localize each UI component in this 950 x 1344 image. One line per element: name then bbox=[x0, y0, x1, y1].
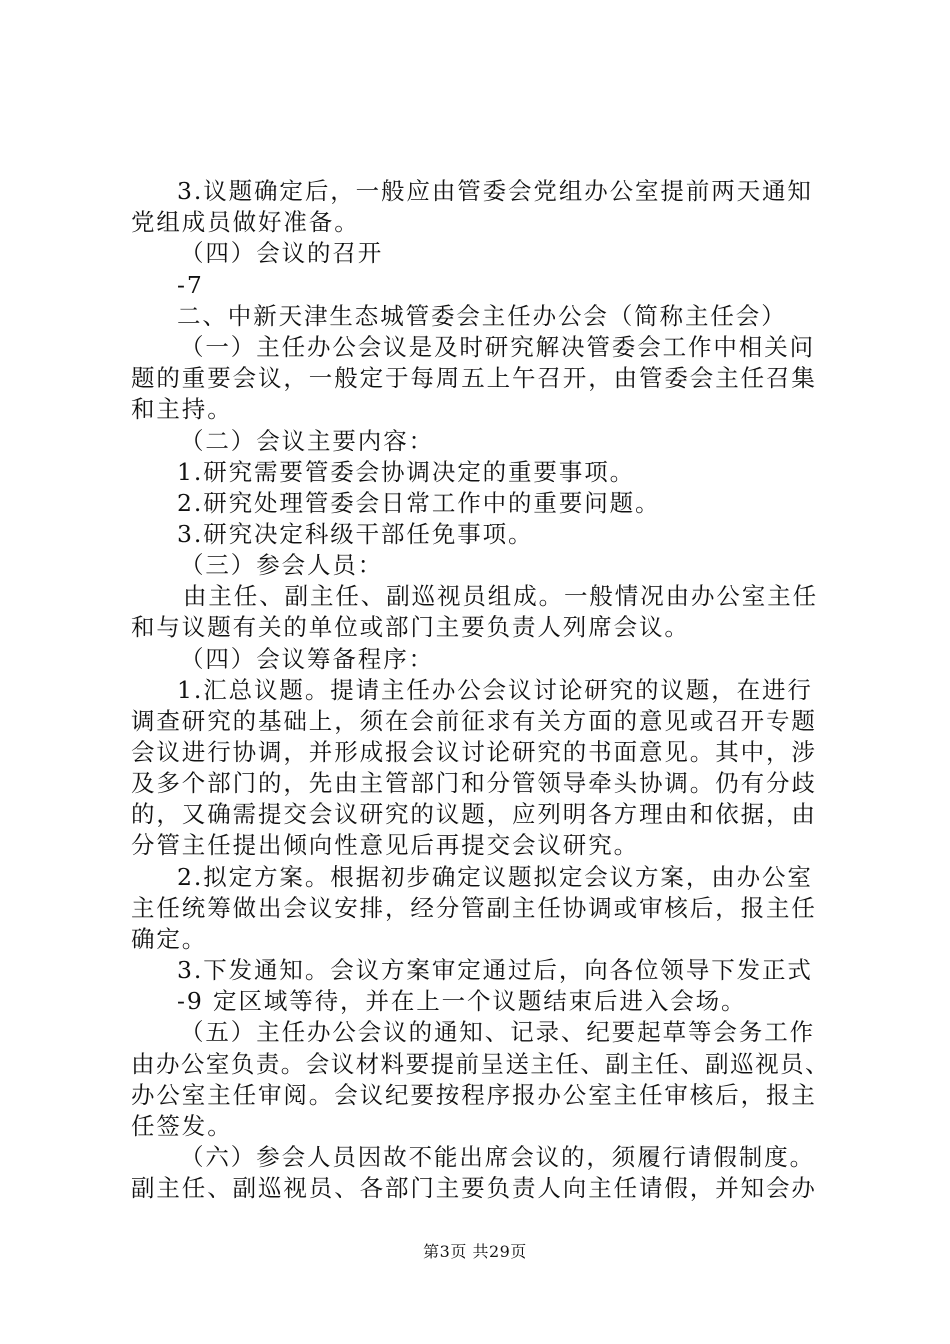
text-line: （四）会议的召开 bbox=[180, 239, 384, 267]
text-line: 的，又确需提交会议研究的议题，应列明各方理由和依据，由 bbox=[131, 800, 817, 828]
text-line: 二、中新天津生态城管委会主任办公会（简称主任会） bbox=[177, 302, 787, 330]
text-line: （二）会议主要内容： bbox=[180, 427, 434, 455]
text-line: 1.研究需要管委会协调决定的重要事项。 bbox=[177, 458, 636, 486]
text-line: 及多个部门的，先由主管部门和分管领导牵头协调。仍有分歧 bbox=[131, 769, 817, 797]
text-line: 3.研究决定科级干部任免事项。 bbox=[177, 520, 534, 548]
text-line: 会议进行协调，并形成报会议讨论研究的书面意见。其中，涉 bbox=[131, 738, 817, 766]
text-line: （六）参会人员因故不能出席会议的，须履行请假制度。 bbox=[180, 1143, 815, 1171]
text-line: （四）会议筹备程序： bbox=[180, 645, 434, 673]
text-line: 3.下发通知。会议方案审定通过后，向各位领导下发正式 bbox=[177, 956, 813, 984]
text-line: 主任统筹做出会议安排，经分管副主任协调或审核后，报主任 bbox=[131, 894, 817, 922]
text-line: 由办公室负责。会议材料要提前呈送主任、副主任、副巡视员、 bbox=[131, 1050, 830, 1078]
text-line: 党组成员做好准备。 bbox=[131, 208, 360, 236]
text-line: 2.拟定方案。根据初步确定议题拟定会议方案，由办公室 bbox=[177, 863, 813, 891]
text-line: 和与议题有关的单位或部门主要负责人列席会议。 bbox=[131, 613, 690, 641]
text-line: 调查研究的基础上，须在会前征求有关方面的意见或召开专题 bbox=[131, 707, 817, 735]
page-footer: 第3页 共29页 bbox=[423, 1242, 527, 1261]
text-line: 题的重要会议，一般定于每周五上午召开，由管委会主任召集 bbox=[131, 364, 817, 392]
text-line: -9 定区域等待，并在上一个议题结束后进入会场。 bbox=[177, 987, 747, 1015]
text-line: 2.研究处理管委会日常工作中的重要问题。 bbox=[177, 489, 661, 517]
text-line: -7 bbox=[177, 271, 204, 299]
text-line: （一）主任办公会议是及时研究解决管委会工作中相关问 bbox=[180, 333, 815, 361]
text-line: 副主任、副巡视员、各部门主要负责人向主任请假，并知会办 bbox=[131, 1174, 817, 1202]
text-line: 3.议题确定后，一般应由管委会党组办公室提前两天通知 bbox=[177, 177, 813, 205]
text-line: 分管主任提出倾向性意见后再提交会议研究。 bbox=[131, 831, 639, 859]
text-line: 任签发。 bbox=[131, 1112, 233, 1140]
text-line: 1.汇总议题。提请主任办公会议讨论研究的议题，在进行 bbox=[177, 676, 813, 704]
text-line: 确定。 bbox=[131, 925, 208, 953]
text-line: 由主任、副主任、副巡视员组成。一般情况由办公室主任 bbox=[183, 582, 818, 610]
text-line: （五）主任办公会议的通知、记录、纪要起草等会务工作 bbox=[180, 1018, 815, 1046]
text-line: 和主持。 bbox=[131, 395, 233, 423]
text-line: 办公室主任审阅。会议纪要按程序报办公室主任审核后，报主 bbox=[131, 1081, 817, 1109]
text-line: （三）参会人员： bbox=[180, 551, 384, 579]
